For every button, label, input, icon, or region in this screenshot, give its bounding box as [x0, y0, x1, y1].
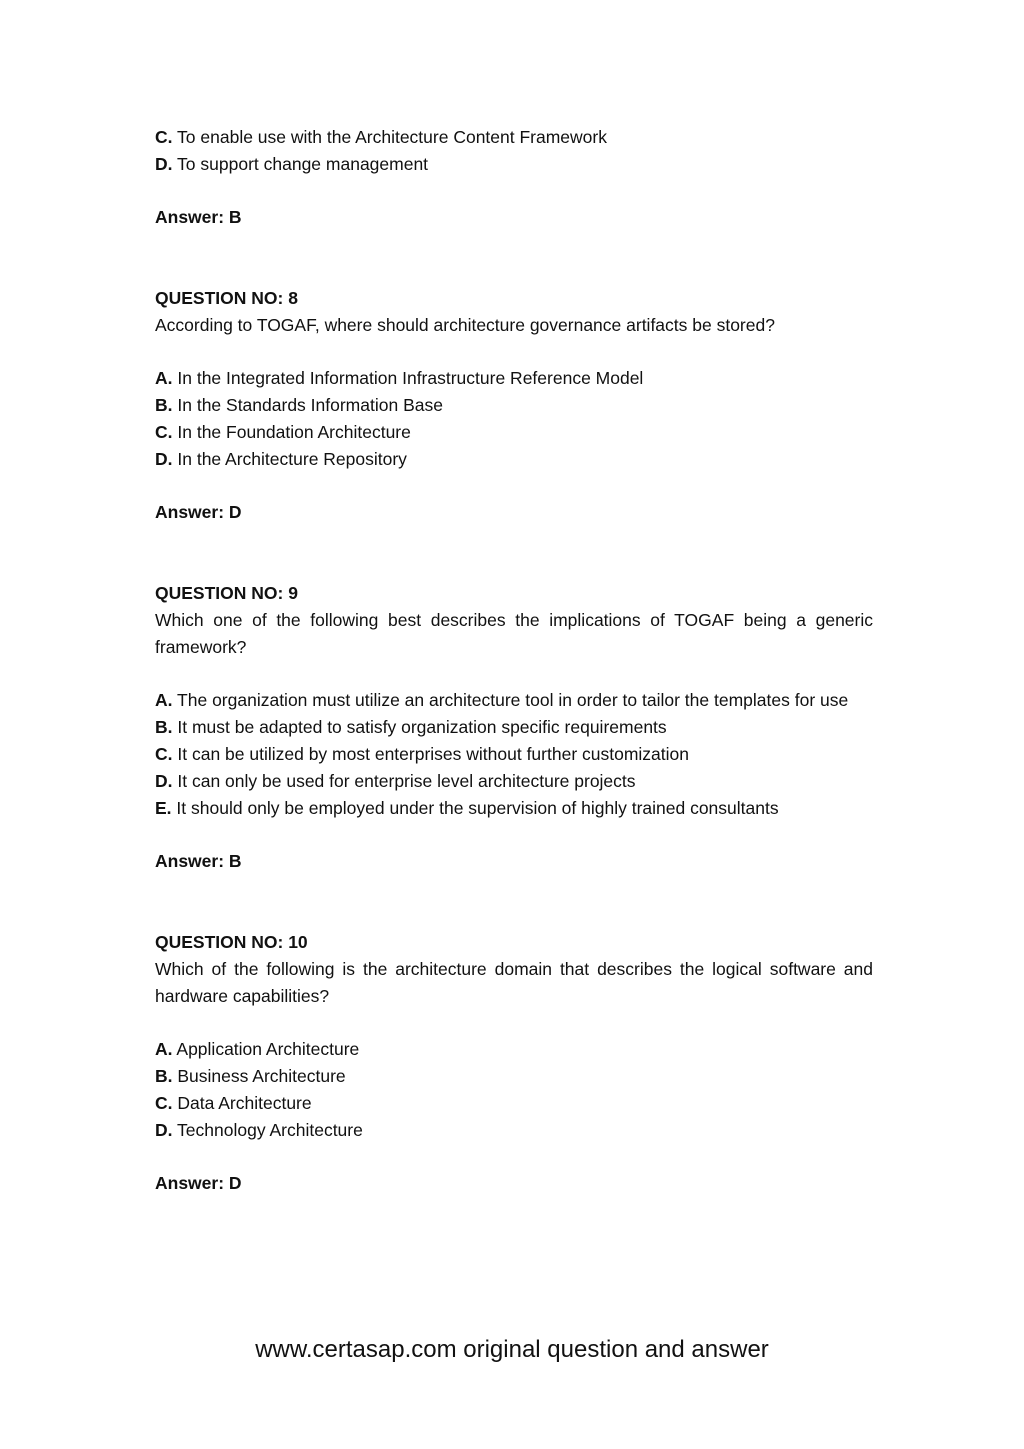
question-10-answer: Answer: D	[155, 1173, 242, 1193]
question-9-option-a: A. The organization must utilize an architecture tool in order to tailor the templates for use	[155, 690, 849, 710]
question-10-text: Which of the following is the architecture domain that describes the logical software and hardware capabilities?	[155, 959, 873, 1006]
question-10-option-c: C. Data Architecture	[155, 1093, 312, 1113]
prev-answer: Answer: B	[155, 207, 242, 227]
page-footer: www.certasap.com original question and answer	[255, 1336, 769, 1363]
question-8-heading: QUESTION NO: 8	[155, 288, 298, 308]
question-8-option-c: C. In the Foundation Architecture	[155, 422, 411, 442]
question-8-option-b: B. In the Standards Information Base	[155, 395, 443, 415]
question-10-option-a: A. Application Architecture	[155, 1039, 360, 1059]
prev-option-d: D. To support change management	[155, 154, 429, 174]
question-9-option-c: C. It can be utilized by most enterprises without further customization	[155, 744, 690, 764]
question-9-text: Which one of the following best describes the implications of TOGAF being a generic framework?	[155, 610, 873, 657]
question-9-answer: Answer: B	[155, 851, 242, 871]
question-9-heading: QUESTION NO: 9	[155, 583, 298, 603]
question-8-text: According to TOGAF, where should architecture governance artifacts be stored?	[155, 315, 775, 335]
question-10-option-d: D. Technology Architecture	[155, 1120, 363, 1140]
question-9-option-e: E. It should only be employed under the supervision of highly trained consultants	[155, 798, 779, 818]
question-8-option-d: D. In the Architecture Repository	[155, 449, 407, 469]
question-8-option-a: A. In the Integrated Information Infrastructure Reference Model	[155, 368, 644, 388]
prev-option-c: C. To enable use with the Architecture Content Framework	[155, 127, 607, 147]
question-8-answer: Answer: D	[155, 502, 242, 522]
question-10-option-b: B. Business Architecture	[155, 1066, 346, 1086]
question-9-option-b: B. It must be adapted to satisfy organization specific requirements	[155, 717, 667, 737]
question-10-heading: QUESTION NO: 10	[155, 932, 308, 952]
question-9-option-d: D. It can only be used for enterprise level architecture projects	[155, 771, 636, 791]
